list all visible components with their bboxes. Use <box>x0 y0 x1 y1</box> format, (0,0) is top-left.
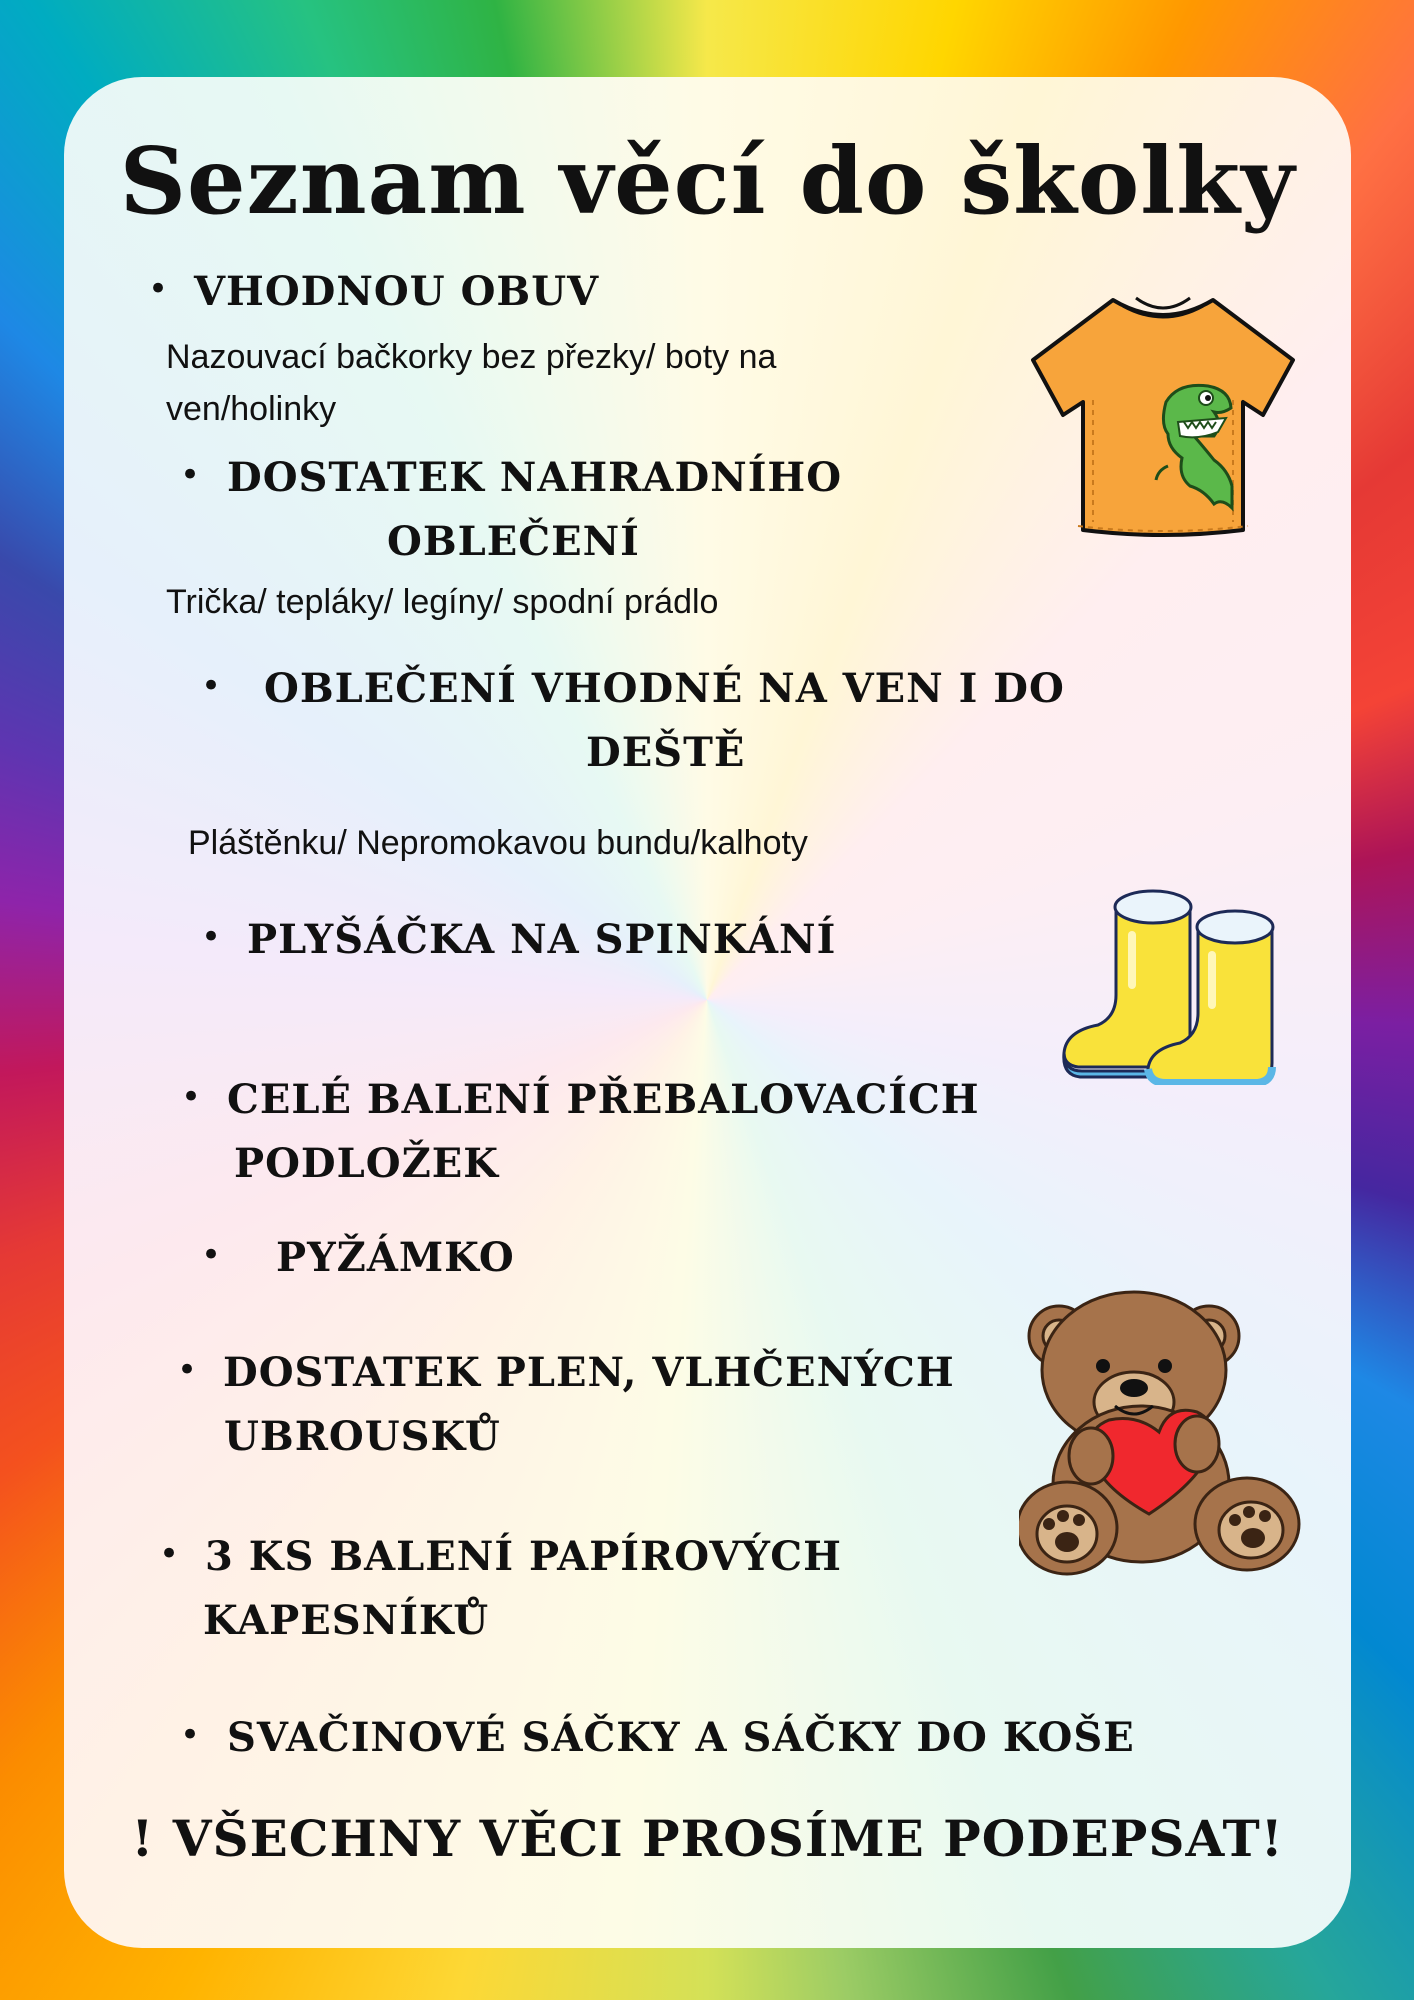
item-detail-footwear-line2: ven/holinky <box>166 390 337 428</box>
item-heading-changing-pads-line2: PODLOŽEK <box>234 1140 500 1187</box>
bullet: • <box>201 1235 222 1275</box>
page-title: Seznam věcí do školky <box>119 127 1296 235</box>
bullet: • <box>148 269 169 309</box>
item-heading-outdoor-clothes-line2: DEŠTĚ <box>586 729 746 776</box>
bullet: • <box>201 666 222 706</box>
bullet: • <box>181 1077 202 1117</box>
rain-boots-icon <box>1058 885 1293 1085</box>
footer-note: ! VŠECHNY VĚCI PROSÍME PODEPSAT! <box>131 1809 1284 1868</box>
teddy-bear-heart-icon <box>1019 1284 1309 1584</box>
item-detail-spare-clothes: Trička/ tepláky/ legíny/ spodní prádlo <box>166 583 719 621</box>
item-heading-diapers-line1: DOSTATEK PLEN, VLHČENÝCH <box>223 1349 955 1396</box>
item-heading-tissues-line1: 3 KS BALENÍ PAPÍROVÝCH <box>205 1533 842 1580</box>
bullet: • <box>201 917 222 957</box>
item-detail-footwear-line1: Nazouvací bačkorky bez přezky/ boty na <box>166 338 777 376</box>
bullet: • <box>159 1534 180 1574</box>
item-heading-spare-clothes-line1: DOSTATEK NAHRADNÍHO <box>227 454 843 501</box>
item-detail-outdoor-clothes: Pláštěnku/ Nepromokavou bundu/kalhoty <box>188 824 808 862</box>
item-heading-plush-toy: PLYŠÁČKA NA SPINKÁNÍ <box>247 916 837 963</box>
content-panel <box>64 77 1351 1948</box>
bullet: • <box>180 455 201 495</box>
item-heading-snack-bags: SVAČINOVÉ SÁČKY A SÁČKY DO KOŠE <box>227 1714 1135 1761</box>
item-heading-diapers-line2: UBROUSKŮ <box>224 1413 501 1460</box>
dinosaur-tshirt-icon <box>1018 290 1308 540</box>
item-heading-outdoor-clothes-line1: OBLEČENÍ VHODNÉ NA VEN I DO <box>264 665 1065 712</box>
bullet: • <box>177 1350 198 1390</box>
item-heading-tissues-line2: KAPESNÍKŮ <box>203 1597 490 1644</box>
item-heading-pajamas: PYŽÁMKO <box>276 1234 515 1281</box>
item-heading-footwear: VHODNOU OBUV <box>194 268 600 315</box>
item-heading-spare-clothes-line2: OBLEČENÍ <box>387 518 640 565</box>
bullet: • <box>180 1715 201 1755</box>
item-heading-changing-pads-line1: CELÉ BALENÍ PŘEBALOVACÍCH <box>227 1076 980 1123</box>
